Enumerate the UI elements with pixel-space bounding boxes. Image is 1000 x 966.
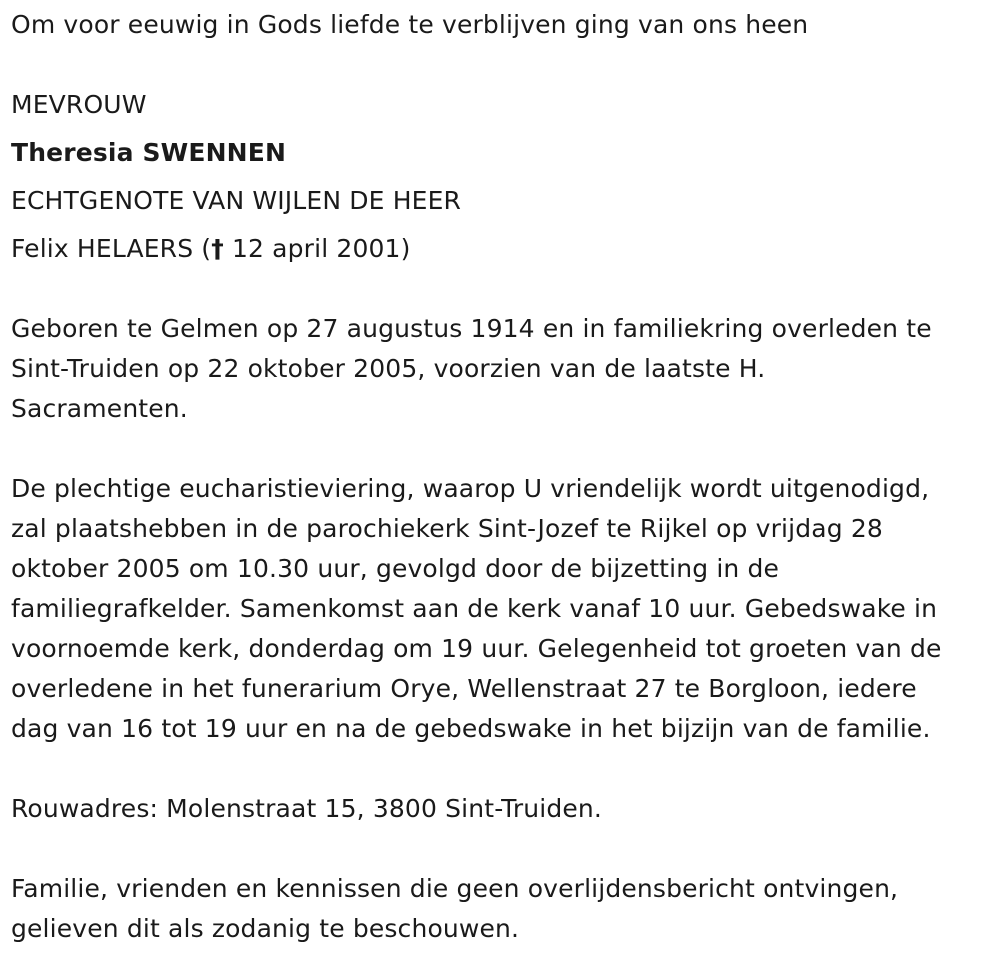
spouse-label: ECHTGENOTE VAN WIJLEN DE HEER [11, 186, 462, 215]
paragraph-line: Familie, vrienden en kennissen die geen overlijdensbericht ontvingen, [11, 874, 899, 903]
paragraph-line: Sint-Truiden op 22 oktober 2005, voorzien van de laatste H. [11, 354, 766, 383]
paragraph-line: voornoemde kerk, donderdag om 19 uur. Gelegenheid tot groeten van de [11, 634, 942, 663]
paragraph-line: Geboren te Gelmen op 27 augustus 1914 en in familiekring overleden te [11, 314, 932, 343]
spouse-death-date: 12 april 2001) [223, 234, 411, 263]
paragraph-line: familiegrafkelder. Samenkomst aan de kerk vanaf 10 uur. Gebedswake in [11, 594, 938, 623]
paragraph-line: zal plaatshebben in de parochiekerk Sint-Jozef te Rijkel op vrijdag 28 [11, 514, 883, 543]
paragraph-line: overledene in het funerarium Orye, Wellenstraat 27 te Borgloon, iedere [11, 674, 917, 703]
paragraph-line: gelieven dit als zodanig te beschouwen. [11, 914, 520, 943]
address-paragraph [11, 789, 602, 829]
ceremony-paragraph [11, 469, 942, 749]
honorific-title: MEVROUW [11, 90, 147, 119]
intro-text: Om voor eeuwig in Gods liefde te verblijven ging van ons heen [11, 10, 809, 39]
paragraph-line: De plechtige eucharistieviering, waarop U vriendelijk wordt uitgenodigd, [11, 474, 930, 503]
mourning-address: Rouwadres: Molenstraat 15, 3800 Sint-Truiden. [11, 794, 602, 823]
cross-icon: † [211, 234, 224, 263]
paragraph-line: oktober 2005 om 10.30 uur, gevolgd door de bijzetting in de [11, 554, 780, 583]
spouse-line [11, 229, 411, 269]
family-paragraph [11, 869, 898, 949]
deceased-name: Theresia SWENNEN [11, 138, 287, 167]
birth-death-paragraph [11, 309, 932, 429]
paragraph-line: Sacramenten. [11, 394, 188, 423]
spouse-name: Felix HELAERS ( [11, 234, 212, 263]
paragraph-line: dag van 16 tot 19 uur en na de gebedswake in het bijzijn van de familie. [11, 714, 931, 743]
